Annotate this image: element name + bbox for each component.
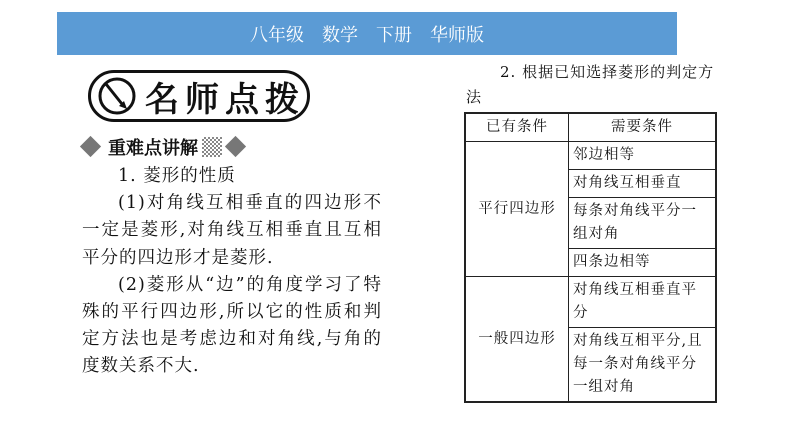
diamond-icon <box>80 136 101 157</box>
banner-grade: 八年级 <box>250 24 304 46</box>
need-cell: 邻边相等 <box>569 142 717 170</box>
banner-subject: 数学 <box>322 24 358 46</box>
checker-pattern-icon <box>202 137 222 157</box>
section-logo <box>88 70 310 122</box>
need-cell: 对角线互相垂直 <box>569 170 717 198</box>
left-column-text <box>82 163 382 381</box>
table-row <box>465 277 716 328</box>
need-cell: 对角线互相垂直平分 <box>569 277 717 328</box>
subheading-label: 重难点讲解 <box>108 137 198 159</box>
header-existing: 已有条件 <box>465 113 569 142</box>
section-heading: 1. 菱形的性质 <box>118 166 236 186</box>
paragraph-1: (1)对角线互相垂直的四边形不一定是菱形,对角线互相垂直且互相平分的四边形才是菱形. <box>82 193 382 268</box>
condition-cell: 平行四边形 <box>465 142 569 277</box>
right-intro-text <box>466 60 728 110</box>
banner-volume: 下册 <box>376 24 412 46</box>
intro-sentence: 2. 根据已知选择菱形的判定方法 <box>466 63 715 106</box>
need-cell: 每条对角线平分一组对角 <box>569 198 717 249</box>
need-cell: 四条边相等 <box>569 249 717 277</box>
need-cell: 对角线互相平分,且每一条对角线平分一组对角 <box>569 328 717 403</box>
diamond-icon <box>225 136 246 157</box>
logo-title: 名师点拨 <box>145 79 305 120</box>
table-row <box>465 142 716 170</box>
pen-in-circle-icon <box>97 76 137 116</box>
paragraph-2: (2)菱形从“边”的角度学习了特殊的平行四边形,所以它的性质和判定方法也是考虑边和对角线,与角的度数关系不大. <box>82 274 382 377</box>
table-header-row <box>465 113 716 142</box>
condition-cell: 一般四边形 <box>465 277 569 403</box>
subheading-bar <box>77 133 265 160</box>
criteria-table <box>464 112 717 403</box>
header-banner <box>57 12 677 55</box>
banner-publisher: 华师版 <box>430 24 484 46</box>
header-needed: 需要条件 <box>569 113 717 142</box>
